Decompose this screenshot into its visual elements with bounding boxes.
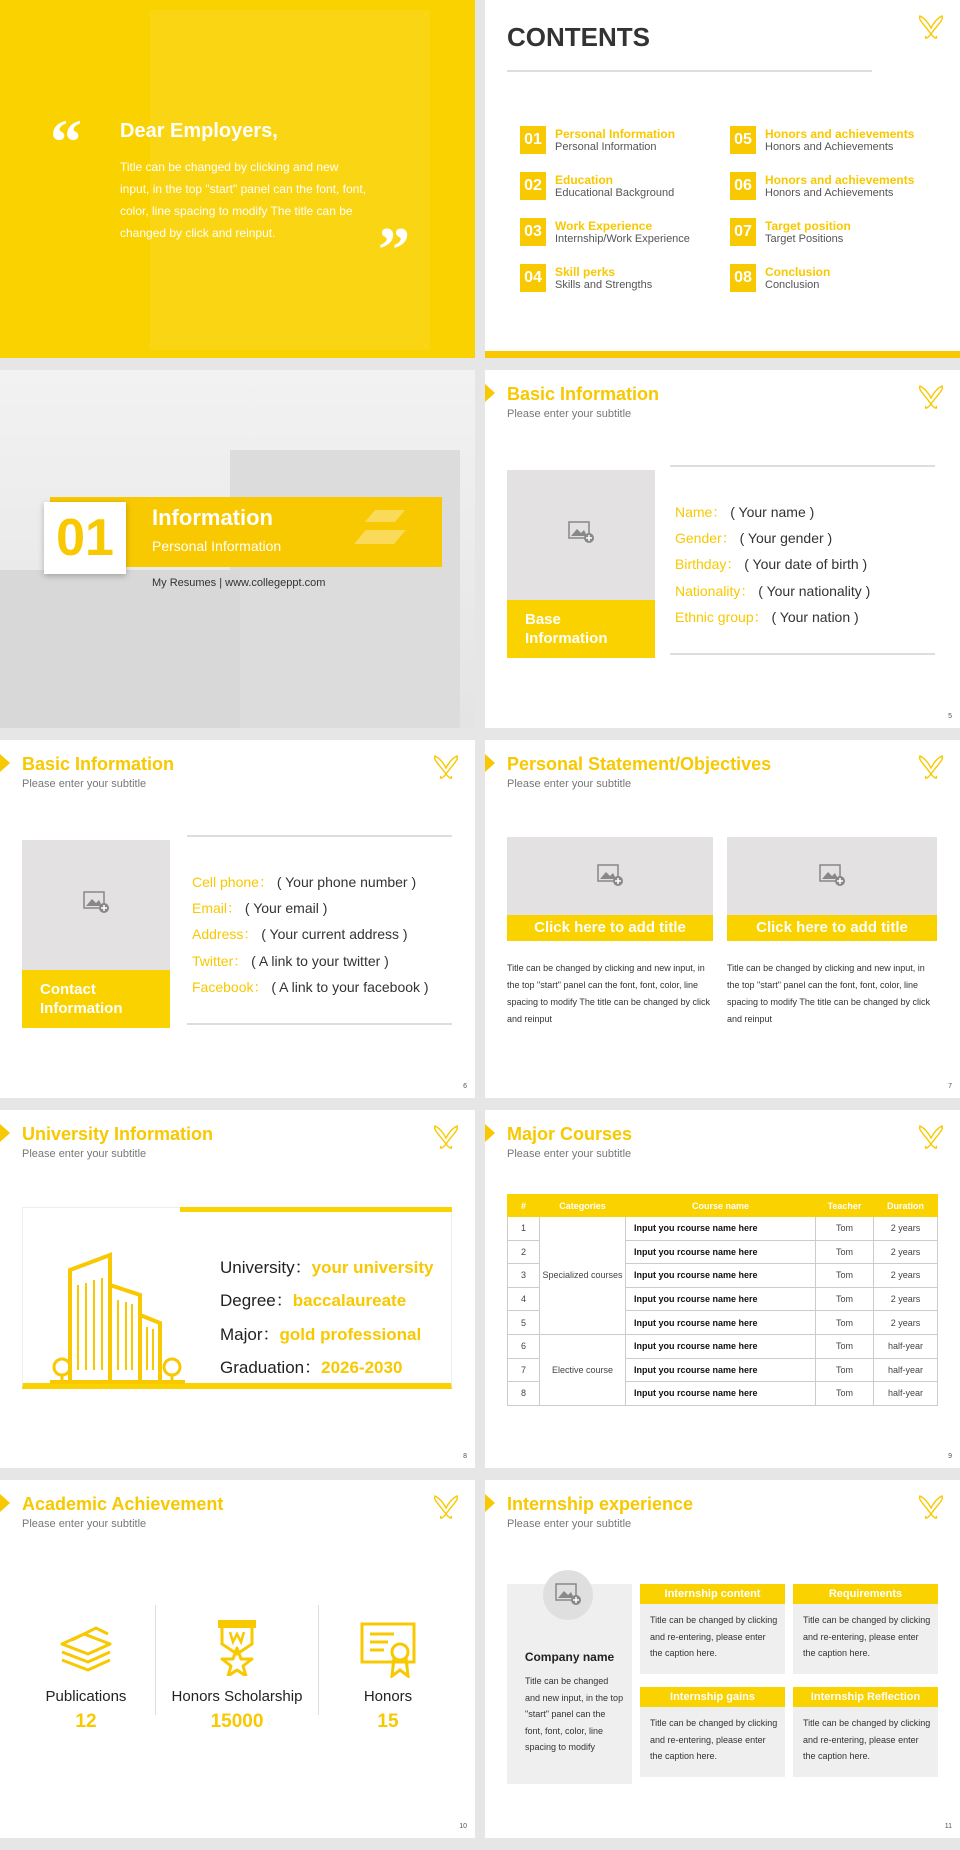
image-placeholder-icon xyxy=(567,520,595,544)
page-number: 6 xyxy=(463,1083,467,1090)
building-silhouette xyxy=(230,450,460,728)
info-row: Email： ( Your email ) xyxy=(192,900,328,916)
slide-subtitle: Please enter your subtitle xyxy=(22,1518,147,1530)
medal-icon xyxy=(214,1618,260,1676)
card-caption: Contact Information xyxy=(22,970,170,1028)
butterfly-logo-icon xyxy=(916,1494,946,1522)
building-silhouette xyxy=(0,570,240,728)
slide-title: Academic Achievement xyxy=(22,1494,224,1514)
internship-card xyxy=(793,1687,938,1777)
contents-item[interactable]: 04 Skill perks Skills and Strengths xyxy=(520,264,720,294)
contents-item[interactable]: 03 Work Experience Internship/Work Experience xyxy=(520,218,720,248)
card-header: Internship content xyxy=(640,1584,785,1604)
section-title: Information xyxy=(152,505,273,530)
butterfly-logo-icon xyxy=(916,14,946,42)
slide-dear-employers xyxy=(0,0,475,358)
card-title-button[interactable]: Click here to add title xyxy=(507,915,713,941)
divider xyxy=(155,1605,156,1715)
table-row: 7 Input you rcourse name here Tom half-year xyxy=(508,1358,938,1382)
card-body-text: Title can be changed by clicking and new input, in the top "start" panel can the font, font, color, line spacing to modify The title can be changed by click and reinput xyxy=(727,963,930,1024)
contents-bottom-bar xyxy=(485,351,960,358)
company-body-text: Title can be changed and new input, in the top "start" panel can the font, font, color, line spacing to modify xyxy=(525,1676,624,1752)
slide-major-courses xyxy=(485,1110,960,1468)
slide-heading: Dear Employers, xyxy=(120,120,278,142)
title-arrow-icon xyxy=(485,1494,495,1512)
slide-university-information xyxy=(0,1110,475,1468)
image-placeholder[interactable] xyxy=(507,837,713,915)
title-arrow-icon xyxy=(485,384,495,402)
slide-subtitle: Please enter your subtitle xyxy=(507,1148,632,1160)
butterfly-logo-icon xyxy=(916,754,946,782)
internship-card xyxy=(640,1584,785,1674)
slide-internship-experience xyxy=(485,1480,960,1838)
info-row: Nationality： ( Your nationality ) xyxy=(675,583,871,599)
title-arrow-icon xyxy=(485,754,495,772)
info-row: Facebook： ( A link to your facebook ) xyxy=(192,979,429,995)
slide-title: University Information xyxy=(22,1124,214,1144)
info-panel xyxy=(670,465,935,655)
company-logo-placeholder[interactable] xyxy=(543,1570,593,1620)
info-row: Ethnic group： ( Your nation ) xyxy=(675,609,859,625)
card-header: Requirements xyxy=(793,1584,938,1604)
butterfly-logo-icon xyxy=(916,384,946,412)
page-number: 9 xyxy=(948,1453,952,1460)
image-placeholder-icon xyxy=(818,863,846,887)
butterfly-logo-icon xyxy=(431,754,461,782)
courses-table xyxy=(507,1194,938,1406)
image-placeholder-icon xyxy=(554,1582,582,1606)
image-placeholder-icon xyxy=(82,890,110,914)
table-row: 8 Input you rcourse name here Tom half-year xyxy=(508,1382,938,1406)
frame-accent-bar xyxy=(180,1207,452,1212)
photo-placeholder[interactable] xyxy=(22,840,170,1028)
slide-title: Basic Information xyxy=(507,384,660,404)
slide-subtitle: Please enter your subtitle xyxy=(22,778,147,790)
page-number: 5 xyxy=(948,713,952,720)
table-row: 1 Specialized courses Input you rcourse name here Tom 2 years xyxy=(508,1217,938,1241)
contents-item[interactable]: 02 Education Educational Background xyxy=(520,172,720,202)
info-row: Name： ( Your name ) xyxy=(675,504,815,520)
slide-contact-information xyxy=(0,740,475,1098)
section-subtitle: Personal Information xyxy=(152,538,282,554)
contents-item[interactable]: 07 Target position Target Positions xyxy=(730,218,930,248)
slide-basic-information xyxy=(485,370,960,728)
photo-placeholder[interactable] xyxy=(507,470,655,658)
contents-item[interactable]: 08 Conclusion Conclusion xyxy=(730,264,930,294)
contents-item[interactable]: 06 Honors and achievements Honors and Achievements xyxy=(730,172,930,202)
achievement-value: 12 xyxy=(75,1711,97,1732)
info-row: Address： ( Your current address ) xyxy=(192,926,408,942)
contents-title: CONTENTS xyxy=(507,22,650,52)
achievement-label: Honors xyxy=(363,1688,413,1705)
butterfly-logo-icon xyxy=(916,1124,946,1152)
slide-section-information xyxy=(0,370,475,728)
section-number: 01 xyxy=(44,502,126,574)
page-number: 11 xyxy=(944,1823,952,1830)
info-row: University：your university xyxy=(220,1258,434,1277)
card-body-text: Title can be changed by clicking and re-entering, please enter the caption here. xyxy=(650,1615,778,1658)
page-number: 7 xyxy=(948,1083,952,1090)
image-placeholder[interactable] xyxy=(727,837,937,915)
info-row: Birthday： ( Your date of birth ) xyxy=(675,556,868,572)
slide-title: Personal Statement/Objectives xyxy=(507,754,772,774)
table-row: 2 Input you rcourse name here Tom 2 years xyxy=(508,1240,938,1264)
slide-title: Basic Information xyxy=(22,754,175,774)
slide-subtitle: Please enter your subtitle xyxy=(22,1148,147,1160)
title-arrow-icon xyxy=(0,754,10,772)
image-placeholder-icon xyxy=(596,863,624,887)
table-row: 5 Input you rcourse name here Tom 2 years xyxy=(508,1311,938,1335)
achievement-value: 15000 xyxy=(210,1711,264,1732)
open-quote-mark: “ xyxy=(50,106,82,177)
card-header: Internship Reflection xyxy=(793,1687,938,1707)
achievement-label: Publications xyxy=(45,1688,127,1705)
info-row: Gender： ( Your gender ) xyxy=(675,530,833,546)
info-row: Major：gold professional xyxy=(220,1325,422,1344)
title-arrow-icon xyxy=(0,1494,10,1512)
contents-item[interactable]: 01 Personal Information Personal Information xyxy=(520,126,720,156)
info-row: Degree：baccalaureate xyxy=(220,1291,407,1310)
table-row: 4 Input you rcourse name here Tom 2 years xyxy=(508,1287,938,1311)
slide-body-text: Title can be changed by clicking and new input, in the top "start" panel can the font, font, color, line spacing to modify The title can be changed by click and reinput. xyxy=(120,160,367,240)
info-panel xyxy=(187,835,452,1025)
certificate-icon xyxy=(360,1622,416,1678)
card-body-text: Title can be changed by clicking and re-entering, please enter the caption here. xyxy=(650,1718,778,1761)
card-body-text: Title can be changed by clicking and re-entering, please enter the caption here. xyxy=(803,1718,931,1761)
slide-subtitle: Please enter your subtitle xyxy=(507,778,632,790)
info-row: Cell phone： ( Your phone number ) xyxy=(192,874,417,890)
slide-personal-statement xyxy=(485,740,960,1098)
section-url: My Resumes | www.collegeppt.com xyxy=(152,577,326,589)
table-row: 6 Elective course Input you rcourse name here Tom half-year xyxy=(508,1334,938,1358)
contents-item[interactable]: 05 Honors and achievements Honors and Achievements xyxy=(730,126,930,156)
butterfly-logo-icon xyxy=(431,1494,461,1522)
close-quote-mark: ” xyxy=(378,214,410,285)
slide-subtitle: Please enter your subtitle xyxy=(507,1518,632,1530)
slide-contents xyxy=(485,0,960,358)
contents-divider xyxy=(507,70,872,72)
card-title-button[interactable]: Click here to add title xyxy=(727,915,937,941)
achievement-value: 15 xyxy=(377,1711,399,1732)
books-icon xyxy=(58,1622,114,1672)
internship-card xyxy=(793,1584,938,1674)
slide-subtitle: Please enter your subtitle xyxy=(507,408,632,420)
info-row: Twitter： ( A link to your twitter ) xyxy=(192,953,389,969)
page-number: 8 xyxy=(463,1453,467,1460)
title-arrow-icon xyxy=(485,1124,495,1142)
slide-academic-achievement xyxy=(0,1480,475,1838)
card-header: Internship gains xyxy=(640,1687,785,1707)
slide-title: Internship experience xyxy=(507,1494,694,1514)
butterfly-logo-icon xyxy=(431,1124,461,1152)
card-body-text: Title can be changed by clicking and re-entering, please enter the caption here. xyxy=(803,1615,931,1658)
card-caption: Base Information xyxy=(507,600,655,658)
info-row: Graduation：2026-2030 xyxy=(220,1358,403,1377)
achievement-label: Honors Scholarship xyxy=(171,1688,303,1705)
title-arrow-icon xyxy=(0,1124,10,1142)
internship-card xyxy=(640,1687,785,1777)
slide-title: Major Courses xyxy=(507,1124,633,1144)
office-building-icon xyxy=(50,1245,185,1385)
table-header-row: # Categories Course name Teacher Duration xyxy=(508,1195,938,1217)
table-row: 3 Input you rcourse name here Tom 2 years xyxy=(508,1264,938,1288)
company-name: Company name xyxy=(524,1650,615,1664)
page-number: 10 xyxy=(459,1823,467,1830)
card-body-text: Title can be changed by clicking and new input, in the top "start" panel can the font, font, color, line spacing to modify The title can be changed by click and reinput xyxy=(507,963,710,1024)
